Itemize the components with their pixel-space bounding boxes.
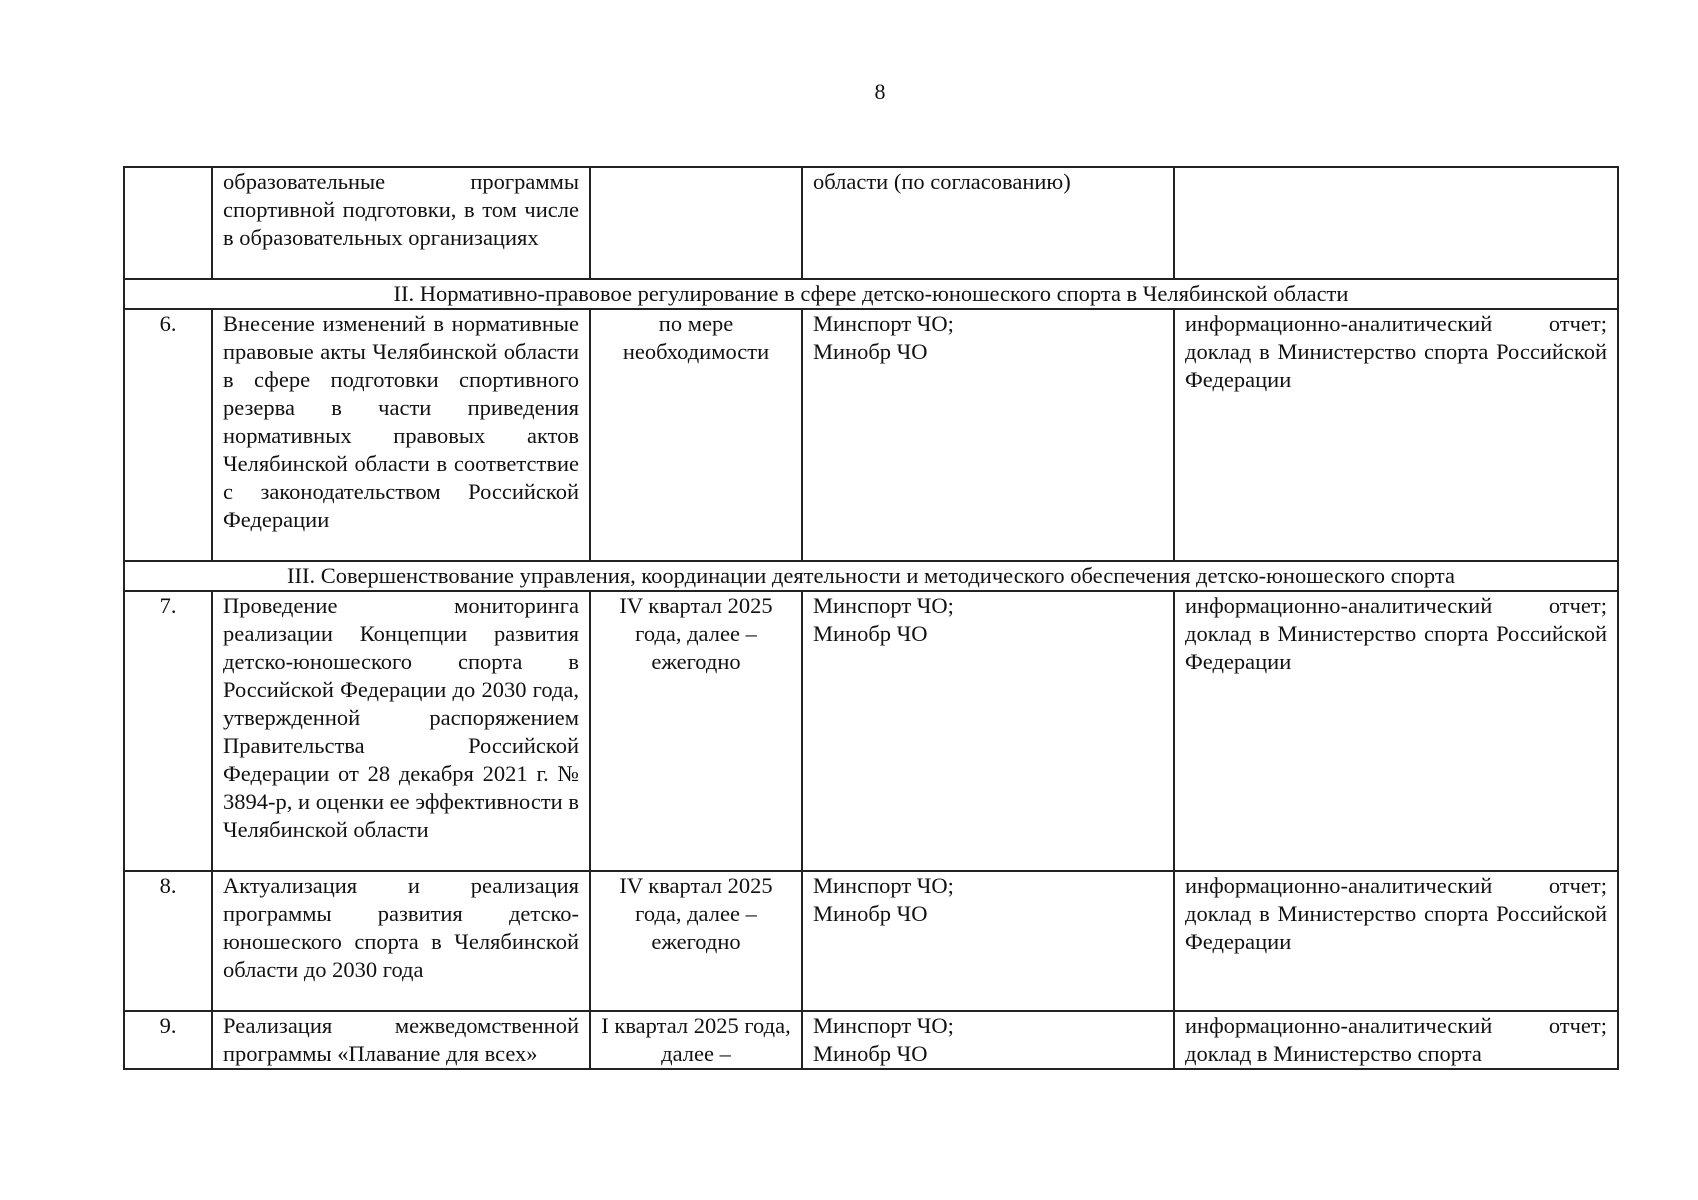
row-number [124,167,212,279]
measure-result [1174,167,1618,279]
measure-description: Актуализация и реализация программы развития детско-юношеского спорта в Челябинской области до 2030 года [212,871,590,1011]
table-row [124,1011,1618,1069]
executor-line: Минобр ЧО [813,339,928,364]
table-row [124,167,1618,279]
page-number: 8 [874,79,886,104]
table-row [124,309,1618,561]
measures-table [123,166,1619,1070]
row-number: 9. [124,1011,212,1069]
executor-line: Минобр ЧО [813,1041,928,1066]
executor-line: Минспорт ЧО; [813,873,954,898]
row-number: 8. [124,871,212,1011]
section-row [124,561,1618,591]
measure-result: информационно-аналитический отчет; доклад в Министерство спорта Российской Федерации [1174,871,1618,1011]
table-row [124,871,1618,1011]
measure-executors [802,591,1174,871]
measure-term: IV квартал 2025 года, далее – ежегодно [590,591,802,871]
row-number: 7. [124,591,212,871]
measure-description: Проведение мониторинга реализации Концепции развития детско-юношеского спорта в Российской Федерации до 2030 года, утвержденной распоряжением Правительства Российской Федерации от 28 декабря 2021 г. № 3894-р, и оценки ее эффективности в Челябинской области [212,591,590,871]
measure-description: Внесение изменений в нормативные правовые акты Челябинской области в сфере подготовки спортивного резерва в части приведения нормативных правовых актов Челябинской области в соответствие с законодательством Российской Федерации [212,309,590,561]
measure-result: информационно-аналитический отчет; доклад в Министерство спорта [1174,1011,1618,1069]
measure-result: информационно-аналитический отчет; доклад в Министерство спорта Российской Федерации [1174,591,1618,871]
measure-term: IV квартал 2025 года, далее – ежегодно [590,871,802,1011]
executor-line: Минобр ЧО [813,621,928,646]
section-row [124,279,1618,309]
measure-executors [802,309,1174,561]
measure-description: Реализация межведомственной программы «Плавание для всех» [212,1011,590,1069]
measure-term: по мере необходимости [590,309,802,561]
measure-term: I квартал 2025 года, далее – [590,1011,802,1069]
executor-line: Минспорт ЧО; [813,1013,954,1038]
measure-executors [802,167,1174,279]
executor-line: Минобр ЧО [813,901,928,926]
measure-description: образовательные программы спортивной подготовки, в том числе в образовательных организациях [212,167,590,279]
table-row [124,591,1618,871]
measure-executors [802,871,1174,1011]
executor-line: Минспорт ЧО; [813,311,954,336]
measure-term [590,167,802,279]
row-number: 6. [124,309,212,561]
executor-line: Минспорт ЧО; [813,593,954,618]
section-title: II. Нормативно-правовое регулирование в сфере детско-юношеского спорта в Челябинской области [124,279,1618,309]
section-title: III. Совершенствование управления, координации деятельности и методического обеспечения детско-юношеского спорта [124,561,1618,591]
measure-executors [802,1011,1174,1069]
measure-result: информационно-аналитический отчет; доклад в Министерство спорта Российской Федерации [1174,309,1618,561]
executor-line: области (по согласованию) [813,169,1071,194]
